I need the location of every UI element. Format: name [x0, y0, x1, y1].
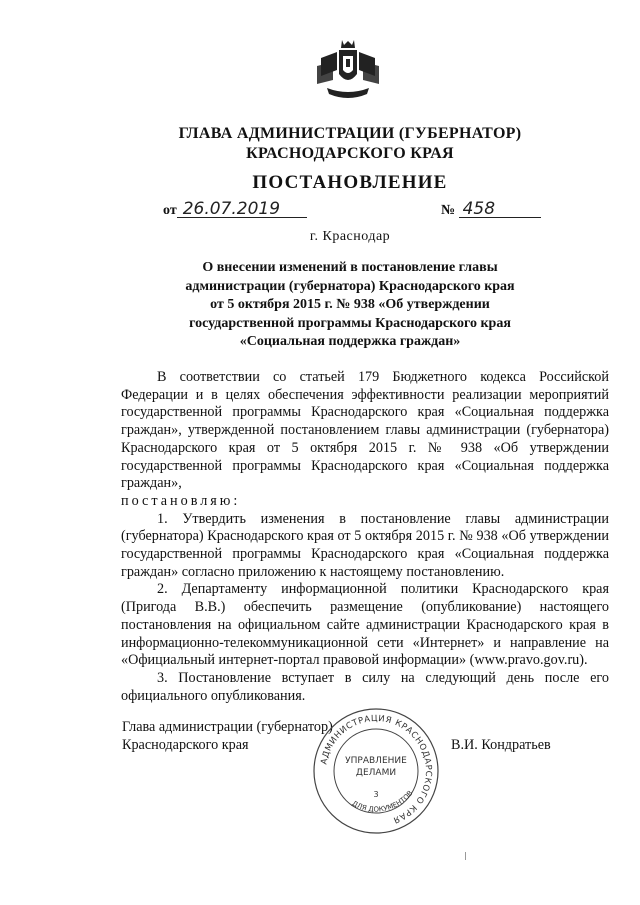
subject-line: «Социальная поддержка граждан» — [239, 334, 461, 349]
handwritten-number: 458 — [459, 201, 541, 218]
item-1: 1. Утвердить изменения в постановление главы администрации (губернатора) Краснодарского края от 5 октября 2015 г. № 938 «Об утверждении государственной программы Краснодарского края «Социальная поддержка граждан» согласно приложению к настоящему постановлению. — [121, 510, 609, 580]
issuer-line-1: ГЛАВА АДМИНИСТРАЦИИ (ГУБЕРНАТОР) — [178, 125, 522, 142]
signatory-position-line-2: Краснодарского края — [122, 737, 249, 753]
issuer-line-2: КРАСНОДАРСКОГО КРАЯ — [246, 145, 454, 162]
subject-line: администрации (губернатора) Краснодарского края — [185, 278, 515, 294]
signatory-name: В.И. Кондратьев — [451, 737, 551, 753]
decree-word-paragraph — [121, 493, 609, 511]
decree-word: постановляю: — [121, 492, 241, 509]
stamp-bottom-text: ДЛЯ ДОКУМЕНТОВ — [350, 789, 415, 814]
item-3: 3. Постановление вступает в силу на следующий день после его официального опубликования. — [121, 669, 609, 704]
coat-of-arms-icon — [313, 36, 383, 106]
item-2: 2. Департаменту информационной политики Краснодарского края (Пригода В.В.) обеспечить размещение (опубликование) настоящего постановления на официальном сайте администрации Краснодарского края в информационно-телекоммуникационной сети «Интернет» и направление на «Официальный интернет-портал правовой информации» (www.pravo.gov.ru). — [121, 581, 609, 669]
document-type-title: ПОСТАНОВЛЕНИЕ — [252, 172, 448, 193]
stamp-center-line-2: ДЕЛАМИ — [355, 768, 397, 778]
signatory-position — [122, 718, 333, 754]
number-field — [441, 201, 541, 219]
subject-line: государственной программы Краснодарского края — [189, 315, 511, 331]
city-line: г. Краснодар — [309, 229, 391, 244]
date-prefix: от — [163, 203, 177, 218]
number-prefix: № — [441, 203, 456, 218]
subject-line: О внесении изменений в постановление главы — [202, 260, 498, 275]
stamp-number: 3 — [373, 790, 379, 799]
subject-line: от 5 октября 2015 г. № 938 «Об утверждении — [210, 297, 490, 312]
official-stamp — [310, 705, 442, 837]
preamble-text: В соответствии со статьей 179 Бюджетного кодекса Российской Федерации и в целях обеспечения эффективности реализации мероприятий государственной программы Краснодарского края «Социальная поддержка граждан», утвержденной постановлением главы администрации (губернатора) Краснодарского края от 5 октября 2015 г. № 938 «Об утверждении государственной программы Краснодарского края «Социальная поддержка граждан», — [121, 369, 609, 492]
stamp-ring-text: АДМИНИСТРАЦИЯ КРАСНОДАРСКОГО КРАЯ — [319, 713, 434, 825]
preamble-paragraph — [121, 369, 609, 493]
scan-mark — [465, 852, 466, 860]
signatory-position-line-1: Глава администрации (губернатор) — [122, 719, 333, 735]
subject-heading — [140, 259, 560, 352]
stamp-center-line-1: УПРАВЛЕНИЕ — [345, 756, 407, 766]
date-field — [163, 201, 307, 219]
handwritten-date: 26.07.2019 — [177, 201, 307, 218]
document-body — [121, 369, 609, 705]
